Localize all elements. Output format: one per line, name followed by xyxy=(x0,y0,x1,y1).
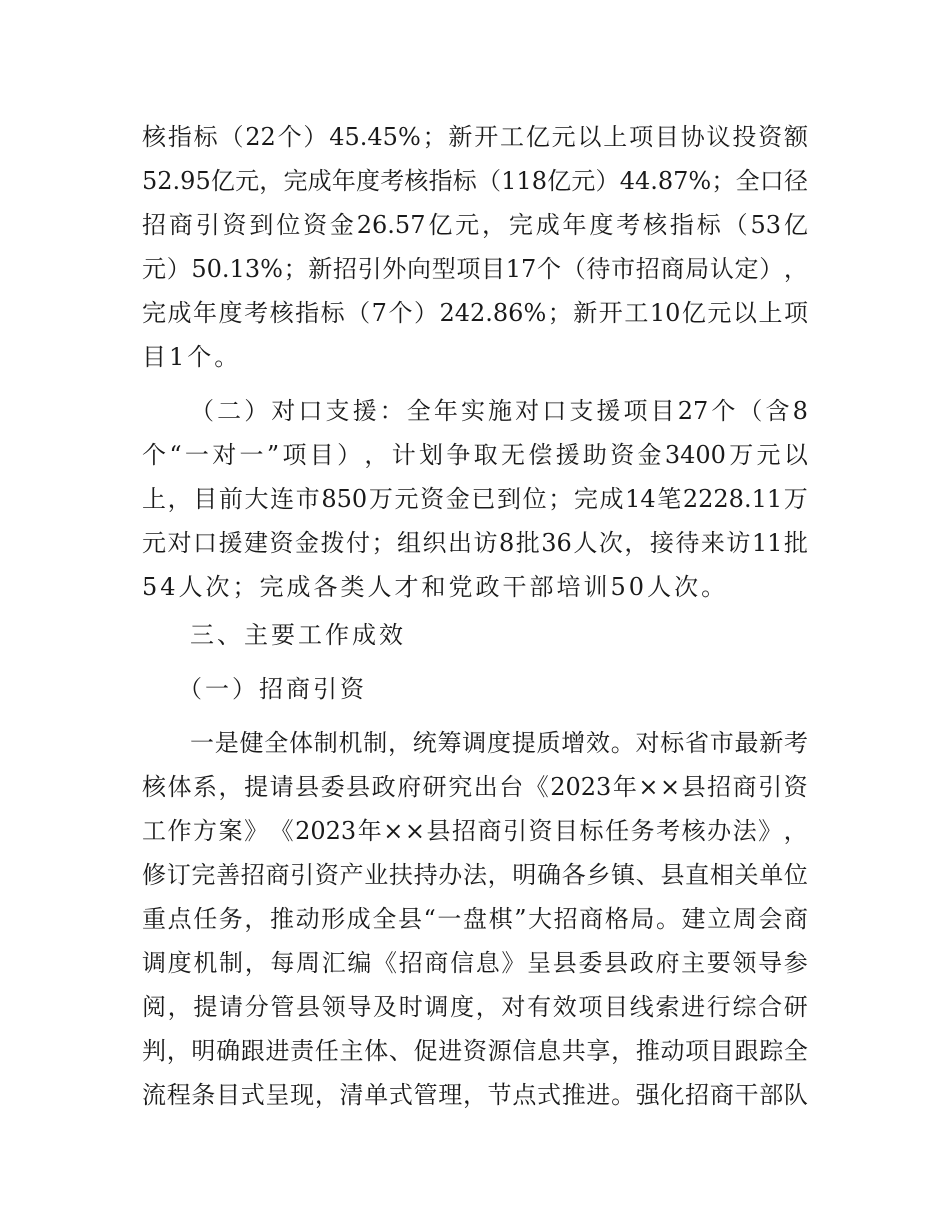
text-line: 54人次；完成各类人才和党政干部培训50人次。 xyxy=(142,573,729,601)
text-line: 元 ） 50.13% ； 新 招 引 外 向 型 项 目 17 个 （ 待 市 招 商 局 认 定 ） ， xyxy=(142,255,808,283)
text-line: （ 二 ） 对 口 支 援 ： 全 年 实 施 对 口 支 援 项 目 27 个 （ 含 8 xyxy=(190,397,808,425)
text-line: 招 商 引 资 到 位 资 金 26.57 亿 元 ， 完 成 年 度 考 核 指 标 （ 53 亿 xyxy=(142,211,808,239)
text-line: 核 指 标 （ 22 个 ） 45.45% ； 新 开 工 亿 元 以 上 项 目 协 议 投 资 额 xyxy=(142,123,808,151)
text-line: 判 ， 明 确 跟 进 责 任 主 体 、 促 进 资 源 信 息 共 享 ， 推 动 项 目 跟 踪 全 xyxy=(142,1037,808,1065)
text-line: 核 体 系 ， 提 请 县 委 县 政 府 研 究 出 台 《 2023 年 × × 县 招 商 引 资 xyxy=(142,773,808,801)
text-line: 流 程 条 目 式 呈 现 ， 清 单 式 管 理 ， 节 点 式 推 进 。 强 化 招 商 干 部 队 xyxy=(142,1081,808,1109)
text-line: 一 是 健 全 体 制 机 制 ， 统 筹 调 度 提 质 增 效 。 对 标 省 市 最 新 考 xyxy=(190,729,808,757)
text-line: 个 “ 一 对 一 ” 项 目 ） ， 计 划 争 取 无 偿 援 助 资 金 3400 万 元 以 xyxy=(142,441,808,469)
text-line: 元 对 口 援 建 资 金 拨 付 ； 组 织 出 访 8 批 36 人 次 ， 接 待 来 访 11 批 xyxy=(142,529,808,557)
section-heading: 三、主要工作成效 xyxy=(190,621,406,649)
text-line: 工 作 方 案 》 《 2023 年 × × 县 招 商 引 资 目 标 任 务 考 核 办 法 》 ， xyxy=(142,817,808,845)
text-line: 阅 ， 提 请 分 管 县 领 导 及 时 调 度 ， 对 有 效 项 目 线 索 进 行 综 合 研 xyxy=(142,993,808,1021)
text-line: 上 ， 目 前 大 连 市 850 万 元 资 金 已 到 位 ； 完 成 14 笔 2228.11 万 xyxy=(142,485,808,513)
text-line: 重 点 任 务 ， 推 动 形 成 全 县 “ 一 盘 棋 ” 大 招 商 格 局 。 建 立 周 会 商 xyxy=(142,905,808,933)
text-line: 修 订 完 善 招 商 引 资 产 业 扶 持 办 法 ， 明 确 各 乡 镇 、 县 直 相 关 单 位 xyxy=(142,861,808,889)
text-line: 完 成 年 度 考 核 指 标 （ 7 个 ） 242.86% ； 新 开 工 10 亿 元 以 上 项 xyxy=(142,299,808,327)
text-line: 目1个。 xyxy=(142,343,242,371)
text-line: 52.95 亿 元 ， 完 成 年 度 考 核 指 标 （ 118 亿 元 ） 44.87% ； 全 口 径 xyxy=(142,167,808,195)
subsection-heading: （一）招商引资 xyxy=(178,675,367,703)
text-line: 调 度 机 制 ， 每 周 汇 编 《 招 商 信 息 》 呈 县 委 县 政 府 主 要 领 导 参 xyxy=(142,949,808,977)
